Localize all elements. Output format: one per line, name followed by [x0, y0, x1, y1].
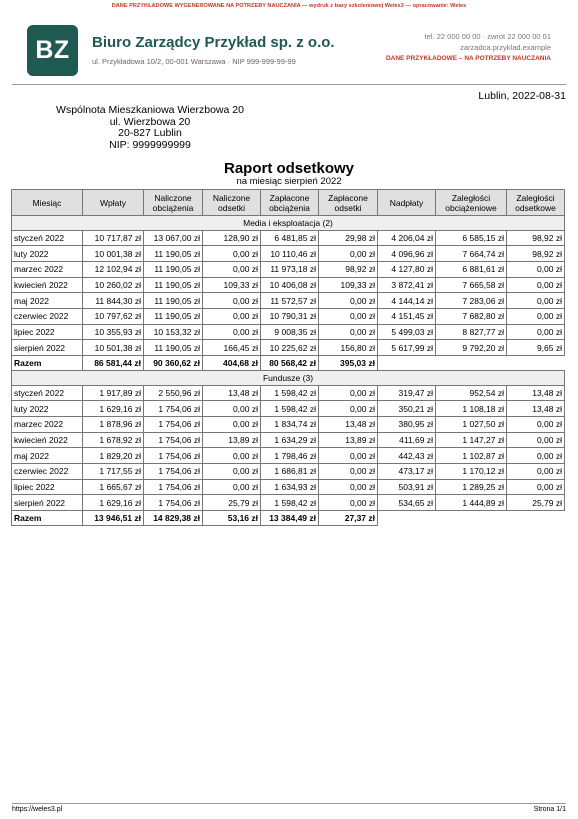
amount-cell: 13,48 zł	[507, 401, 565, 417]
amount-cell: 0,00 zł	[507, 277, 565, 293]
amount-cell: 128,90 zł	[203, 230, 261, 246]
month-cell: marzec 2022	[12, 416, 83, 432]
amount-cell: 1 754,06 zł	[144, 495, 203, 511]
section-header-row	[12, 216, 565, 231]
amount-cell: 1 829,20 zł	[83, 448, 144, 464]
amount-cell: 13 067,00 zł	[144, 230, 203, 246]
amount-cell: 10 406,08 zł	[261, 277, 319, 293]
total-row-blank	[378, 356, 565, 371]
amount-cell: 11 190,05 zł	[144, 340, 203, 356]
amount-cell: 0,00 zł	[203, 416, 261, 432]
amount-cell: 10 501,38 zł	[83, 340, 144, 356]
amount-cell: 11 190,05 zł	[144, 261, 203, 277]
amount-cell: 4 206,04 zł	[378, 230, 436, 246]
table-row	[12, 416, 565, 432]
col-header-overpayments: Nadpłaty	[378, 190, 436, 216]
amount-cell: 0,00 zł	[203, 448, 261, 464]
amount-cell: 0,00 zł	[507, 479, 565, 495]
amount-cell: 5 617,99 zł	[378, 340, 436, 356]
amount-cell: 11 973,18 zł	[261, 261, 319, 277]
month-cell: marzec 2022	[12, 261, 83, 277]
amount-cell: 503,91 zł	[378, 479, 436, 495]
month-cell: maj 2022	[12, 448, 83, 464]
amount-cell: 11 190,05 zł	[144, 293, 203, 309]
month-cell: maj 2022	[12, 293, 83, 309]
amount-cell: 0,00 zł	[319, 479, 378, 495]
col-header-paid-interest: Zapłacone odsetki	[319, 190, 378, 216]
amount-cell: 1 754,06 zł	[144, 432, 203, 448]
col-header-charged: Naliczone obciążenia	[144, 190, 203, 216]
month-cell: lipiec 2022	[12, 324, 83, 340]
amount-cell: 1 170,12 zł	[436, 463, 507, 479]
amount-cell: 0,00 zł	[507, 324, 565, 340]
amount-cell: 13,48 zł	[507, 385, 565, 401]
amount-cell: 12 102,94 zł	[83, 261, 144, 277]
amount-cell: 1 665,67 zł	[83, 479, 144, 495]
amount-cell: 1 754,06 zł	[144, 479, 203, 495]
amount-cell: 13,89 zł	[319, 432, 378, 448]
total-amount: 90 360,62 zł	[144, 356, 203, 371]
report-subtitle: na miesiąc sierpień 2022	[236, 176, 342, 187]
amount-cell: 0,00 zł	[319, 308, 378, 324]
amount-cell: 6 881,61 zł	[436, 261, 507, 277]
amount-cell: 1 834,74 zł	[261, 416, 319, 432]
amount-cell: 0,00 zł	[203, 246, 261, 262]
total-row	[12, 356, 565, 371]
amount-cell: 0,00 zł	[507, 448, 565, 464]
amount-cell: 25,79 zł	[203, 495, 261, 511]
amount-cell: 319,47 zł	[378, 385, 436, 401]
amount-cell: 0,00 zł	[203, 479, 261, 495]
month-cell: sierpień 2022	[12, 495, 83, 511]
total-row	[12, 511, 565, 526]
amount-cell: 2 550,96 zł	[144, 385, 203, 401]
amount-cell: 1 754,06 zł	[144, 448, 203, 464]
amount-cell: 156,80 zł	[319, 340, 378, 356]
month-cell: styczeń 2022	[12, 230, 83, 246]
amount-cell: 0,00 zł	[507, 293, 565, 309]
amount-cell: 1 634,29 zł	[261, 432, 319, 448]
recipient-block	[53, 105, 247, 151]
watermark-banner: DANE PRZYKŁADOWE WYGENEROWANE NA POTRZEBY NAUCZANIA — wydruk z bazy szkoleniowej Weles3 — opracowanie: Weles	[111, 3, 467, 9]
footer-divider	[12, 803, 566, 804]
recipient-name: Wspólnota Mieszkaniowa Wierzbowa 20	[56, 104, 244, 116]
section-title: Media i eksploatacja (2)	[12, 216, 565, 231]
amount-cell: 8 827,77 zł	[436, 324, 507, 340]
amount-cell: 10 153,32 zł	[144, 324, 203, 340]
total-label: Razem	[12, 356, 83, 371]
amount-cell: 0,00 zł	[203, 463, 261, 479]
amount-cell: 1 108,18 zł	[436, 401, 507, 417]
table-row	[12, 246, 565, 262]
amount-cell: 109,33 zł	[319, 277, 378, 293]
company-contact	[386, 31, 551, 64]
amount-cell: 5 499,03 zł	[378, 324, 436, 340]
amount-cell: 10 001,38 zł	[83, 246, 144, 262]
col-header-charged-interest: Naliczone odsetki	[203, 190, 261, 216]
total-amount: 13 946,51 zł	[83, 511, 144, 526]
amount-cell: 109,33 zł	[203, 277, 261, 293]
amount-cell: 13,89 zł	[203, 432, 261, 448]
amount-cell: 473,17 zł	[378, 463, 436, 479]
month-cell: kwiecień 2022	[12, 432, 83, 448]
amount-cell: 1 629,16 zł	[83, 495, 144, 511]
amount-cell: 1 686,81 zł	[261, 463, 319, 479]
table-row	[12, 463, 565, 479]
contact-sample-note: DANE PRZYKŁADOWE – NA POTRZEBY NAUCZANIA	[385, 55, 551, 62]
month-cell: czerwiec 2022	[12, 308, 83, 324]
table-header-row	[12, 190, 565, 216]
amount-cell: 1 634,93 zł	[261, 479, 319, 495]
month-cell: styczeń 2022	[12, 385, 83, 401]
amount-cell: 0,00 zł	[507, 416, 565, 432]
amount-cell: 442,43 zł	[378, 448, 436, 464]
amount-cell: 9 008,35 zł	[261, 324, 319, 340]
table-row	[12, 308, 565, 324]
amount-cell: 0,00 zł	[319, 385, 378, 401]
amount-cell: 1 444,89 zł	[436, 495, 507, 511]
month-cell: luty 2022	[12, 246, 83, 262]
total-amount: 395,03 zł	[319, 356, 378, 371]
amount-cell: 11 190,05 zł	[144, 277, 203, 293]
amount-cell: 1 598,42 zł	[261, 401, 319, 417]
amount-cell: 9 792,20 zł	[436, 340, 507, 356]
amount-cell: 534,65 zł	[378, 495, 436, 511]
amount-cell: 0,00 zł	[507, 308, 565, 324]
month-cell: kwiecień 2022	[12, 277, 83, 293]
amount-cell: 1 717,55 zł	[83, 463, 144, 479]
amount-cell: 4 096,96 zł	[378, 246, 436, 262]
amount-cell: 1 754,06 zł	[144, 416, 203, 432]
amount-cell: 952,54 zł	[436, 385, 507, 401]
amount-cell: 10 110,46 zł	[261, 246, 319, 262]
amount-cell: 380,95 zł	[378, 416, 436, 432]
amount-cell: 0,00 zł	[507, 261, 565, 277]
amount-cell: 10 260,02 zł	[83, 277, 144, 293]
col-header-arrears-charges: Zaległości obciążeniowe	[436, 190, 507, 216]
total-amount: 80 568,42 zł	[261, 356, 319, 371]
amount-cell: 0,00 zł	[319, 463, 378, 479]
amount-cell: 0,00 zł	[507, 432, 565, 448]
amount-cell: 0,00 zł	[203, 401, 261, 417]
table-row	[12, 479, 565, 495]
amount-cell: 6 481,85 zł	[261, 230, 319, 246]
amount-cell: 10 790,31 zł	[261, 308, 319, 324]
amount-cell: 7 664,74 zł	[436, 246, 507, 262]
recipient-street: ul. Wierzbowa 20	[109, 115, 191, 128]
table-row	[12, 385, 565, 401]
table-row	[12, 293, 565, 309]
amount-cell: 1 027,50 zł	[436, 416, 507, 432]
amount-cell: 1 754,06 zł	[144, 401, 203, 417]
footer-page-number: Strona 1/1	[533, 806, 566, 813]
total-amount: 13 384,49 zł	[261, 511, 319, 526]
amount-cell: 0,00 zł	[319, 324, 378, 340]
table-row	[12, 448, 565, 464]
header-divider	[12, 84, 566, 85]
col-header-paid-charges: Zapłacone obciążenia	[261, 190, 319, 216]
amount-cell: 1 102,87 zł	[436, 448, 507, 464]
table-body	[12, 216, 565, 526]
amount-cell: 1 629,16 zł	[83, 401, 144, 417]
total-amount: 404,68 zł	[203, 356, 261, 371]
amount-cell: 0,00 zł	[203, 261, 261, 277]
amount-cell: 98,92 zł	[319, 261, 378, 277]
amount-cell: 0,00 zł	[203, 324, 261, 340]
table-row	[12, 495, 565, 511]
amount-cell: 11 190,05 zł	[144, 308, 203, 324]
amount-cell: 1 798,46 zł	[261, 448, 319, 464]
amount-cell: 166,45 zł	[203, 340, 261, 356]
amount-cell: 13,48 zł	[319, 416, 378, 432]
contact-phone: tel. 22 000 00 00 · zwrot 22 000 00 01	[424, 32, 551, 41]
amount-cell: 6 585,15 zł	[436, 230, 507, 246]
col-header-month: Miesiąc	[12, 190, 83, 216]
month-cell: luty 2022	[12, 401, 83, 417]
amount-cell: 1 289,25 zł	[436, 479, 507, 495]
table-row	[12, 340, 565, 356]
col-header-arrears-interest: Zaległości odsetkowe	[507, 190, 565, 216]
amount-cell: 98,92 zł	[507, 246, 565, 262]
amount-cell: 10 717,87 zł	[83, 230, 144, 246]
amount-cell: 11 572,57 zł	[261, 293, 319, 309]
amount-cell: 29,98 zł	[319, 230, 378, 246]
total-amount: 27,37 zł	[319, 511, 378, 526]
amount-cell: 11 190,05 zł	[144, 246, 203, 262]
amount-cell: 13,48 zł	[203, 385, 261, 401]
amount-cell: 7 283,06 zł	[436, 293, 507, 309]
section-title: Fundusze (3)	[12, 371, 565, 386]
amount-cell: 1 917,89 zł	[83, 385, 144, 401]
table-row	[12, 401, 565, 417]
amount-cell: 0,00 zł	[319, 246, 378, 262]
amount-cell: 10 797,62 zł	[83, 308, 144, 324]
contact-web: zarzadca.przyklad.example	[460, 43, 551, 52]
table-row	[12, 324, 565, 340]
amount-cell: 0,00 zł	[319, 448, 378, 464]
month-cell: sierpień 2022	[12, 340, 83, 356]
section-header-row	[12, 371, 565, 386]
table-row	[12, 230, 565, 246]
amount-cell: 0,00 zł	[203, 293, 261, 309]
amount-cell: 1 878,96 zł	[83, 416, 144, 432]
amount-cell: 4 127,80 zł	[378, 261, 436, 277]
amount-cell: 350,21 zł	[378, 401, 436, 417]
month-cell: czerwiec 2022	[12, 463, 83, 479]
company-address: ul. Przykładowa 10/2, 00-001 Warszawa · NIP 999-999-99-99	[92, 57, 296, 66]
report-title: Raport odsetkowy	[223, 160, 355, 177]
amount-cell: 7 665,58 zł	[436, 277, 507, 293]
amount-cell: 0,00 zł	[507, 463, 565, 479]
amount-cell: 10 355,93 zł	[83, 324, 144, 340]
amount-cell: 3 872,41 zł	[378, 277, 436, 293]
col-header-payments: Wpłaty	[83, 190, 144, 216]
amount-cell: 411,69 zł	[378, 432, 436, 448]
amount-cell: 11 844,30 zł	[83, 293, 144, 309]
company-name: Biuro Zarządcy Przykład sp. z o.o.	[92, 34, 335, 51]
footer-url: https://weles3.pl	[12, 806, 63, 813]
interest-report-table	[11, 189, 565, 526]
amount-cell: 98,92 zł	[507, 230, 565, 246]
amount-cell: 0,00 zł	[319, 401, 378, 417]
total-amount: 53,16 zł	[203, 511, 261, 526]
amount-cell: 9,65 zł	[507, 340, 565, 356]
amount-cell: 0,00 zł	[203, 308, 261, 324]
total-label: Razem	[12, 511, 83, 526]
amount-cell: 1 678,92 zł	[83, 432, 144, 448]
month-cell: lipiec 2022	[12, 479, 83, 495]
amount-cell: 1 147,27 zł	[436, 432, 507, 448]
report-date: Lublin, 2022-08-31	[478, 90, 566, 102]
total-row-blank	[378, 511, 565, 526]
total-amount: 86 581,44 zł	[83, 356, 144, 371]
recipient-city: 20-827 Lublin	[118, 127, 182, 139]
amount-cell: 25,79 zł	[507, 495, 565, 511]
amount-cell: 4 151,45 zł	[378, 308, 436, 324]
amount-cell: 7 682,80 zł	[436, 308, 507, 324]
recipient-nip: NIP: 9999999999	[109, 138, 191, 151]
table-row	[12, 261, 565, 277]
amount-cell: 1 598,42 zł	[261, 385, 319, 401]
amount-cell: 1 754,06 zł	[144, 463, 203, 479]
company-logo: BZ	[27, 25, 78, 76]
amount-cell: 4 144,14 zł	[378, 293, 436, 309]
amount-cell: 0,00 zł	[319, 495, 378, 511]
amount-cell: 1 598,42 zł	[261, 495, 319, 511]
amount-cell: 0,00 zł	[319, 293, 378, 309]
table-row	[12, 277, 565, 293]
table-row	[12, 432, 565, 448]
total-amount: 14 829,38 zł	[144, 511, 203, 526]
amount-cell: 10 225,62 zł	[261, 340, 319, 356]
